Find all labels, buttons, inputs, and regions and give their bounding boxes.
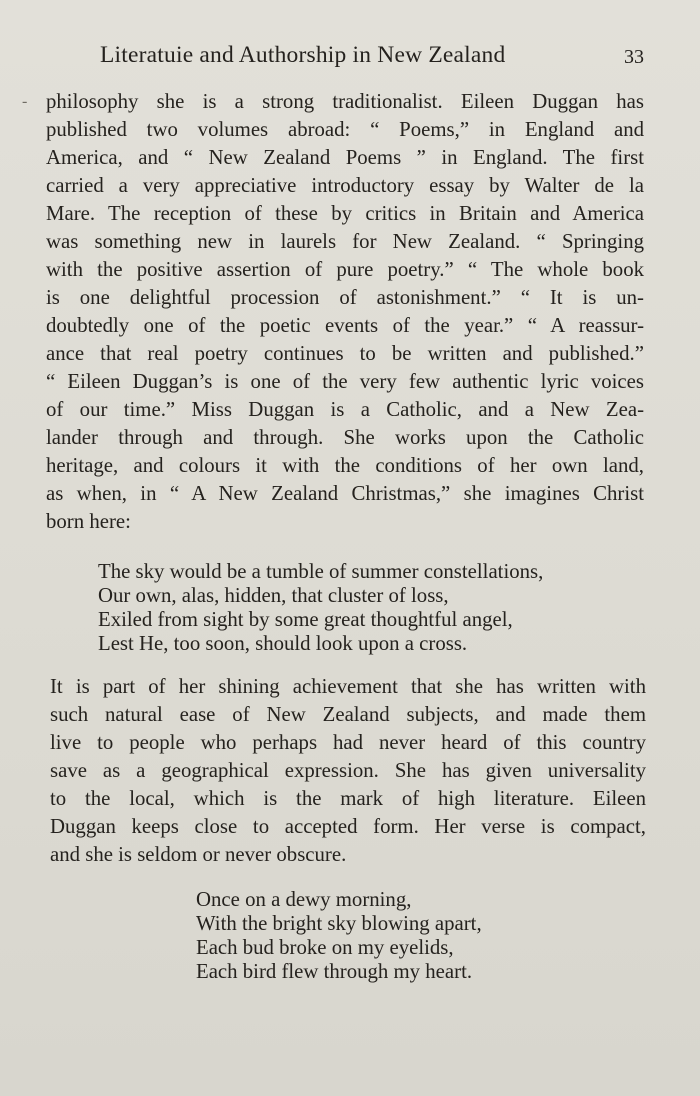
- text-line: Mare. The reception of these by critics in Britain and America: [46, 202, 644, 225]
- text-line: as when, in “ A New Zealand Christmas,” she imagines Christ: [46, 482, 644, 505]
- text-line: America, and “ New Zealand Poems ” in England. The first: [46, 146, 644, 169]
- text-line: It is part of her shining achievement that she has written with: [50, 675, 646, 698]
- text-line: of our time.” Miss Duggan is a Catholic, and a New Zea-: [46, 398, 644, 421]
- text-line: live to people who perhaps had never heard of this country: [50, 731, 646, 754]
- text-line: philosophy she is a strong traditionalist. Eileen Duggan has: [46, 90, 644, 113]
- text-line: Duggan keeps close to accepted form. Her verse is compact,: [50, 815, 646, 838]
- text-line: “ Eileen Duggan’s is one of the very few authentic lyric voices: [46, 370, 644, 393]
- verse-line: The sky would be a tumble of summer constellations,: [98, 560, 544, 583]
- page-number: 33: [624, 46, 644, 68]
- text-line: carried a very appreciative introductory essay by Walter de la: [46, 174, 644, 197]
- verse-line: Exiled from sight by some great thoughtful angel,: [98, 608, 513, 631]
- text-line: save as a geographical expression. She has given universality: [50, 759, 646, 782]
- verse-line: Each bud broke on my eyelids,: [196, 936, 454, 959]
- text-line: was something new in laurels for New Zealand. “ Springing: [46, 230, 644, 253]
- verse-line: Once on a dewy morning,: [196, 888, 412, 911]
- margin-mark: -: [22, 93, 28, 110]
- running-title: Literatuie and Authorship in New Zealand: [100, 42, 506, 68]
- text-line: with the positive assertion of pure poetry.” “ The whole book: [46, 258, 644, 281]
- verse-line: Our own, alas, hidden, that cluster of loss,: [98, 584, 449, 607]
- text-line: is one delightful procession of astonishment.” “ It is un-: [46, 286, 644, 309]
- text-line: published two volumes abroad: “ Poems,” in England and: [46, 118, 644, 141]
- text-line: doubtedly one of the poetic events of the year.” “ A reassur-: [46, 314, 644, 337]
- text-line: and she is seldom or never obscure.: [50, 843, 347, 866]
- text-line: to the local, which is the mark of high literature. Eileen: [50, 787, 646, 810]
- verse-line: Each bird flew through my heart.: [196, 960, 473, 983]
- text-line: heritage, and colours it with the conditions of her own land,: [46, 454, 644, 477]
- verse-line: Lest He, too soon, should look upon a cross.: [98, 632, 468, 655]
- verse-line: With the bright sky blowing apart,: [196, 912, 482, 935]
- text-line: born here:: [46, 510, 131, 533]
- text-line: ance that real poetry continues to be written and published.”: [46, 342, 644, 365]
- text-line: such natural ease of New Zealand subjects, and made them: [50, 703, 646, 726]
- text-line: lander through and through. She works upon the Catholic: [46, 426, 644, 449]
